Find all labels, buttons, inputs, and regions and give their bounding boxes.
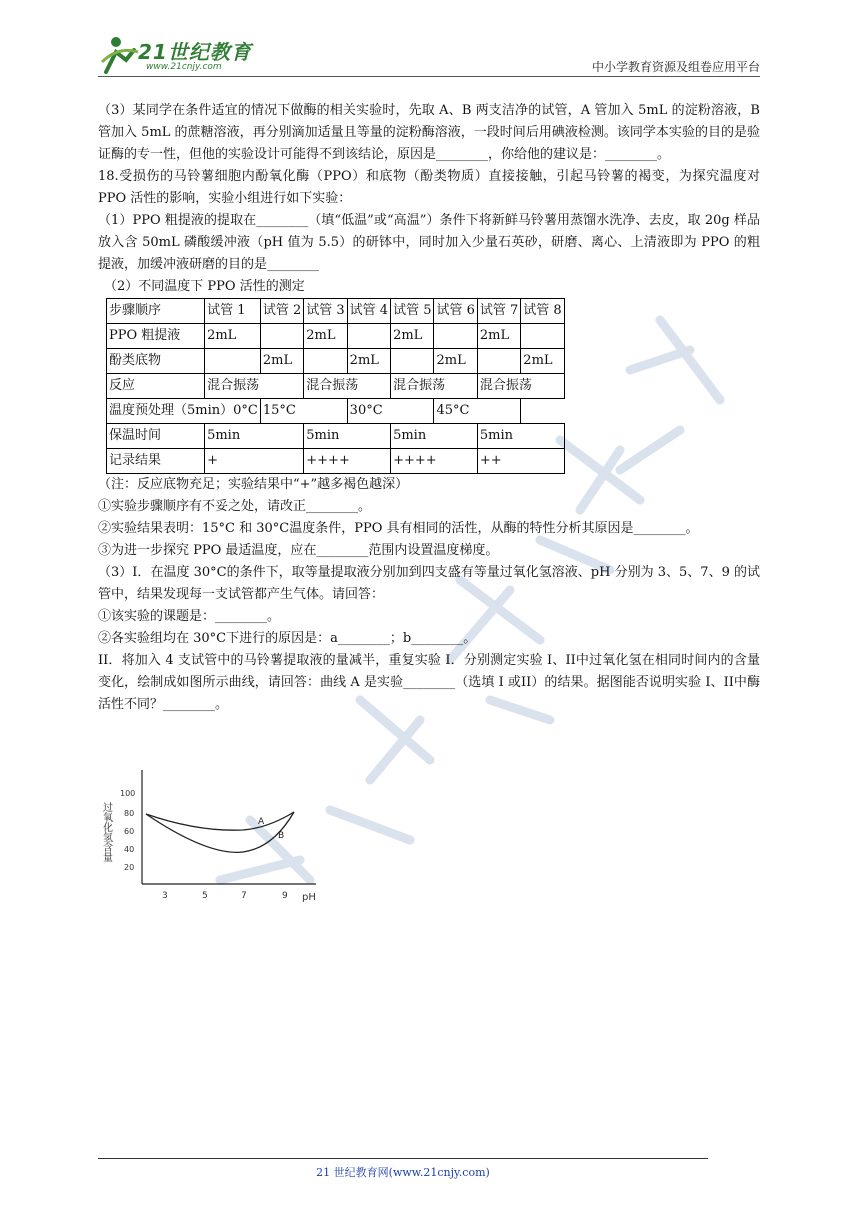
table-row (107, 324, 565, 349)
table-cell: 试管 8 (521, 299, 564, 324)
table-cell (477, 349, 520, 374)
x-axis-label: pH (302, 892, 316, 903)
table-cell: 混合振荡 (304, 374, 391, 399)
question-item-4: ①该实验的课题是：________。 (98, 609, 281, 624)
paragraph-q18-2-title: （2）不同温度下 PPO 活性的测定 (104, 279, 305, 294)
table-cell: 5min (477, 424, 564, 449)
y-tick: 60 (124, 827, 135, 836)
footer-divider (98, 1158, 708, 1159)
curve-a-label: A (258, 817, 265, 827)
table-row (107, 299, 565, 324)
logo-url: www.21cnjy.com (146, 62, 222, 72)
table-cell: 试管 5 (391, 299, 434, 324)
table-cell: ++++ (391, 449, 478, 474)
table-cell: 记录结果 (107, 449, 205, 474)
table-row (107, 374, 565, 399)
table-cell: 5min (391, 424, 478, 449)
table-cell (521, 324, 564, 349)
x-tick: 9 (282, 891, 288, 901)
table-cell: 30°C (347, 399, 434, 424)
y-tick: 40 (124, 845, 135, 854)
table-cell: 步骤顺序 (107, 299, 205, 324)
header-platform-text: 中小学教育资源及组卷应用平台 (591, 60, 760, 74)
paragraph-q18-3-ii: II．将加入 4 支试管中的马铃薯提取液的量减半，重复实验 I．分别测定实验 I、II中过氧化氢在相同时间内的含量变化，绘制成如图所示曲线，请回答：曲线 A 是实验________（选填 I 或II）的结果。据图能否说明实验 I、II中酶活性不同？________。 (98, 653, 760, 712)
temp-label: 温度预处理（5min） (109, 403, 234, 418)
table-cell: 15°C (260, 399, 347, 424)
table-cell: 混合振荡 (477, 374, 564, 399)
table-cell (391, 349, 434, 374)
question-item-3: ③为进一步探究 PPO 最适温度，应在________范围内设置温度梯度。 (98, 543, 499, 558)
table-cell: 试管 6 (434, 299, 477, 324)
table-cell (347, 324, 390, 349)
table-cell: 混合振荡 (205, 374, 304, 399)
table-cell: ++++ (304, 449, 391, 474)
table-cell: 2mL (347, 349, 390, 374)
temp-value-0: 0°C (233, 403, 258, 418)
table-row (107, 399, 565, 424)
table-note: （注：反应底物充足；实验结果中“+”越多褐色越深） (98, 477, 409, 492)
table-cell (434, 324, 477, 349)
y-tick: 80 (124, 809, 135, 818)
table-cell: 试管 2 (260, 299, 303, 324)
table-cell: 2mL (260, 349, 303, 374)
table-cell: PPO 粗提液 (107, 324, 205, 349)
table-cell: 5min (205, 424, 304, 449)
table-cell: 2mL (521, 349, 564, 374)
experiment-table (106, 298, 565, 474)
question-item-2: ②实验结果表明：15°C 和 30°C温度条件，PPO 具有相同的活性，从酶的特性分析其原因是________。 (98, 521, 699, 536)
document-body (98, 100, 760, 716)
table-cell: 试管 7 (477, 299, 520, 324)
table-cell: 2mL (477, 324, 520, 349)
question-item-1: ①实验步骤顺序有不妥之处，请改正________。 (98, 499, 372, 514)
table-row (107, 349, 565, 374)
table-cell (260, 324, 303, 349)
table-cell: 2mL (205, 324, 261, 349)
header-divider (98, 76, 760, 77)
table-cell: + (205, 449, 304, 474)
table-cell: 混合振荡 (391, 374, 478, 399)
table-cell (205, 349, 261, 374)
table-cell: 2mL (434, 349, 477, 374)
y-tick: 100 (120, 789, 136, 798)
table-cell: 试管 1 (205, 299, 261, 324)
x-tick: 3 (162, 891, 168, 901)
table-cell (107, 399, 261, 424)
paragraph-q17-3: （3）某同学在条件适宜的情况下做酶的相关实验时，先取 A、B 两支洁净的试管，A 管加入 5mL 的淀粉溶液，B 管加入 5mL 的蔗糖溶液，再分别滴加适量且等量的淀粉酶溶液，一段时间后用碘液检测。该同学本实验的目的是验证酶的专一性，但他的实验设计可能得不到该结论，原因是________，你给他的建议是：________。 (98, 103, 760, 162)
curve-b (146, 812, 294, 852)
table-cell: 保温时间 (107, 424, 205, 449)
footer-link[interactable]: 21 世纪教育网(www.21cnjy.com) (316, 1166, 490, 1179)
table-cell: 2mL (304, 324, 347, 349)
table-row (107, 449, 565, 474)
curve-b-label: B (278, 831, 285, 841)
x-tick: 5 (202, 891, 208, 901)
x-tick: 7 (241, 891, 247, 901)
table-cell: 5min (304, 424, 391, 449)
table-cell: 试管 4 (347, 299, 390, 324)
table-cell: ++ (477, 449, 564, 474)
table-cell: 试管 3 (304, 299, 347, 324)
table-cell: 2mL (391, 324, 434, 349)
y-axis-label: 过氧化氢含量 (100, 802, 112, 862)
paragraph-q18-3: （3）I．在温度 30°C的条件下，取等量提取液分别加到四支盛有等量过氧化氢溶液、pH 分别为 3、5、7、9 的试管中，结果发现每一支试管都产生气体。请回答： (98, 565, 760, 602)
logo-text: 21世纪教育 (138, 40, 252, 64)
y-tick: 20 (124, 863, 135, 872)
question-item-5: ②各实验组均在 30°C下进行的原因是：a________；b________。 (98, 631, 477, 646)
table-cell: 反应 (107, 374, 205, 399)
table-cell (304, 349, 347, 374)
table-row (107, 424, 565, 449)
table-cell: 酚类底物 (107, 349, 205, 374)
paragraph-q18-1: （1）PPO 粗提液的提取在________（填“低温”或“高温”）条件下将新鲜马铃薯用蒸馏水洗净、去皮，取 20g 样品放入含 50mL 磷酸缓冲液（pH 值为 5.5）的研钵中，同时加入少量石英砂，研磨、离心、上清液即为 PPO 的粗提液，加缓冲液研磨的目的是________ (98, 213, 760, 272)
paragraph-q18-intro: 18.受损伤的马铃薯细胞内酚氧化酶（PPO）和底物（酚类物质）直接接触，引起马铃薯的褐变，为探究温度对 PPO 活性的影响，实验小组进行如下实验： (98, 169, 760, 206)
table-cell: 45°C (434, 399, 521, 424)
ph-curve-graph (98, 762, 338, 912)
